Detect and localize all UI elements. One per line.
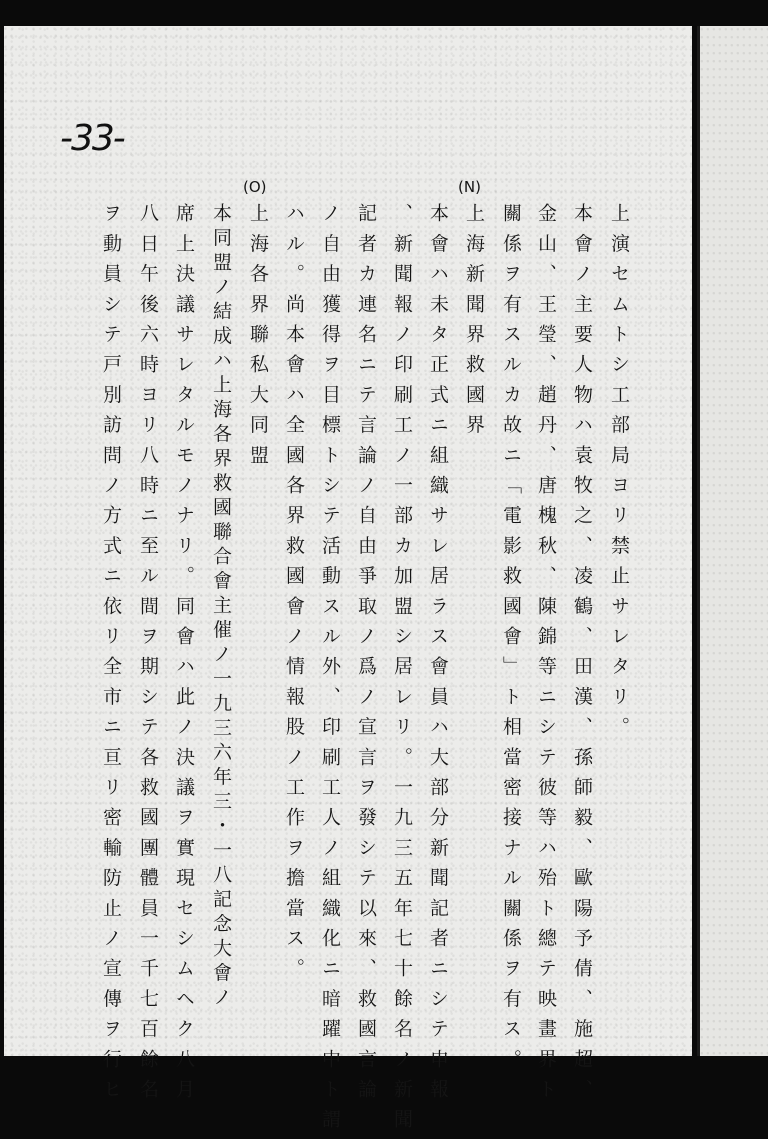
page-number: -33- xyxy=(60,118,124,159)
section-mark-n: (N) xyxy=(458,178,481,196)
section-mark-o: (O) xyxy=(243,178,267,196)
text-column-3: 金山、王瑩、趙丹、唐槐秋、陳錦等ニシテ彼等ハ殆ト總テ映畫界ト xyxy=(535,203,557,1109)
text-column-13: 席上決議サレタルモノナリ。同會ハ此ノ決議ヲ實現セシムヘク八月 xyxy=(173,203,195,1109)
adjacent-page-edge xyxy=(697,26,768,1056)
text-column-6: 本會ハ未タ正式ニ組織サレ居ラス會員ハ大部分新聞記者ニシテ申報 xyxy=(427,203,449,1109)
text-column-15: ヲ動員シテ戸別訪問ノ方式ニ依リ全市ニ亘リ密輸防止ノ宣傳ヲ行ヒ xyxy=(100,203,122,1110)
section-heading-o: 上海各界聯私大同盟 xyxy=(247,203,269,475)
text-column-12: 本同盟ノ結成ハ上海各界救國聯合會主催ノ一九三六年三・一八記念大會ノ xyxy=(210,203,232,1012)
text-column-2: 本會ノ主要人物ハ袁牧之、凌鶴、田漢、孫師毅、歐陽予倩、施超、 xyxy=(571,203,593,1109)
text-column-1: 上演セムトシ工部局ヨリ禁止サレタリ。 xyxy=(608,203,630,747)
text-column-9: ノ自由獲得ヲ目標トシテ活動スル外、印刷工人ノ組織化ニ暗躍中ト謂 xyxy=(319,203,341,1139)
text-column-10: ハル。尚本會ハ全國各界救國會ノ情報股ノ工作ヲ擔當ス。 xyxy=(283,203,305,989)
text-column-14: 八日午後六時ヨリ八時ニ至ル間ヲ期シテ各救國團體員一千七百餘名 xyxy=(137,203,159,1109)
section-heading-n: 上海新聞界救國界 xyxy=(463,203,485,445)
text-column-4: 關係ヲ有スルカ故ニ「電影救國會」ト相當密接ナル關係ヲ有ス。 xyxy=(500,203,522,1079)
text-column-7: 、新聞報ノ印刷工ノ一部カ加盟シ居レリ。一九三五年七十餘名ノ新聞 xyxy=(391,203,413,1139)
text-column-8: 記者カ連名ニテ言論ノ自由爭取ノ爲ノ宣言ヲ發シテ以來、救國言論 xyxy=(355,203,377,1110)
